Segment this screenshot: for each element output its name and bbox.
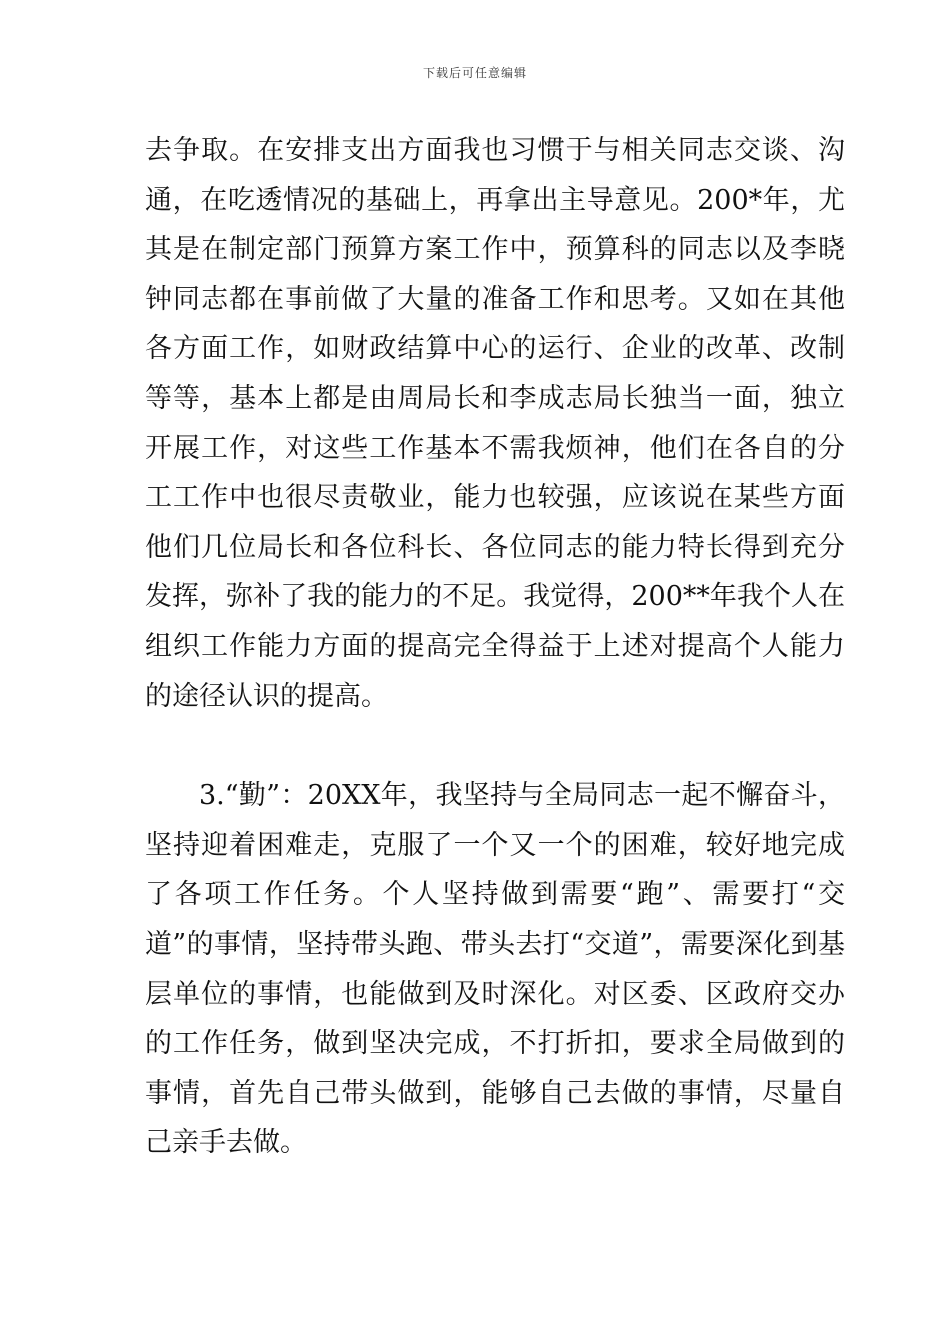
page-header: 下载后可任意编辑 <box>422 66 527 80</box>
paragraph-gap <box>145 721 845 771</box>
paragraph-2: 3.“勤”：20XX年，我坚持与全局同志一起不懈奋斗，坚持迎着困难走，克服了一个又一个的困难，较好地完成了各项工作任务。个人坚持做到需要“跑”、需要打“交道”的事情，坚持带头跑、带头去打“交道”，需要深化到基层单位的事情，也能做到及时深化。对区委、区政府交办的工作任务，做到坚决完成，不打折扣，要求全局做到的事情，首先自己带头做到，能够自己去做的事情，尽量自己亲手去做。 <box>145 780 845 1159</box>
document-body <box>145 126 845 1168</box>
paragraph-1: 去争取。在安排支出方面我也习惯于与相关同志交谈、沟通，在吃透情况的基础上，再拿出主导意见。200*年，尤其是在制定部门预算方案工作中，预算科的同志以及李晓钟同志都在事前做了大量的准备工作和思考。又如在其他各方面工作，如财政结算中心的运行、企业的改革、改制等等，基本上都是由周局长和李成志局长独当一面，独立开展工作，对这些工作基本不需我烦神，他们在各自的分工工作中也很尽责敬业，能力也较强，应该说在某些方面他们几位局长和各位科长、各位同志的能力特长得到充分发挥，弥补了我的能力的不足。我觉得，200**年我个人在组织工作能力方面的提高完全得益于上述对提高个人能力的途径认识的提高。 <box>145 135 845 712</box>
